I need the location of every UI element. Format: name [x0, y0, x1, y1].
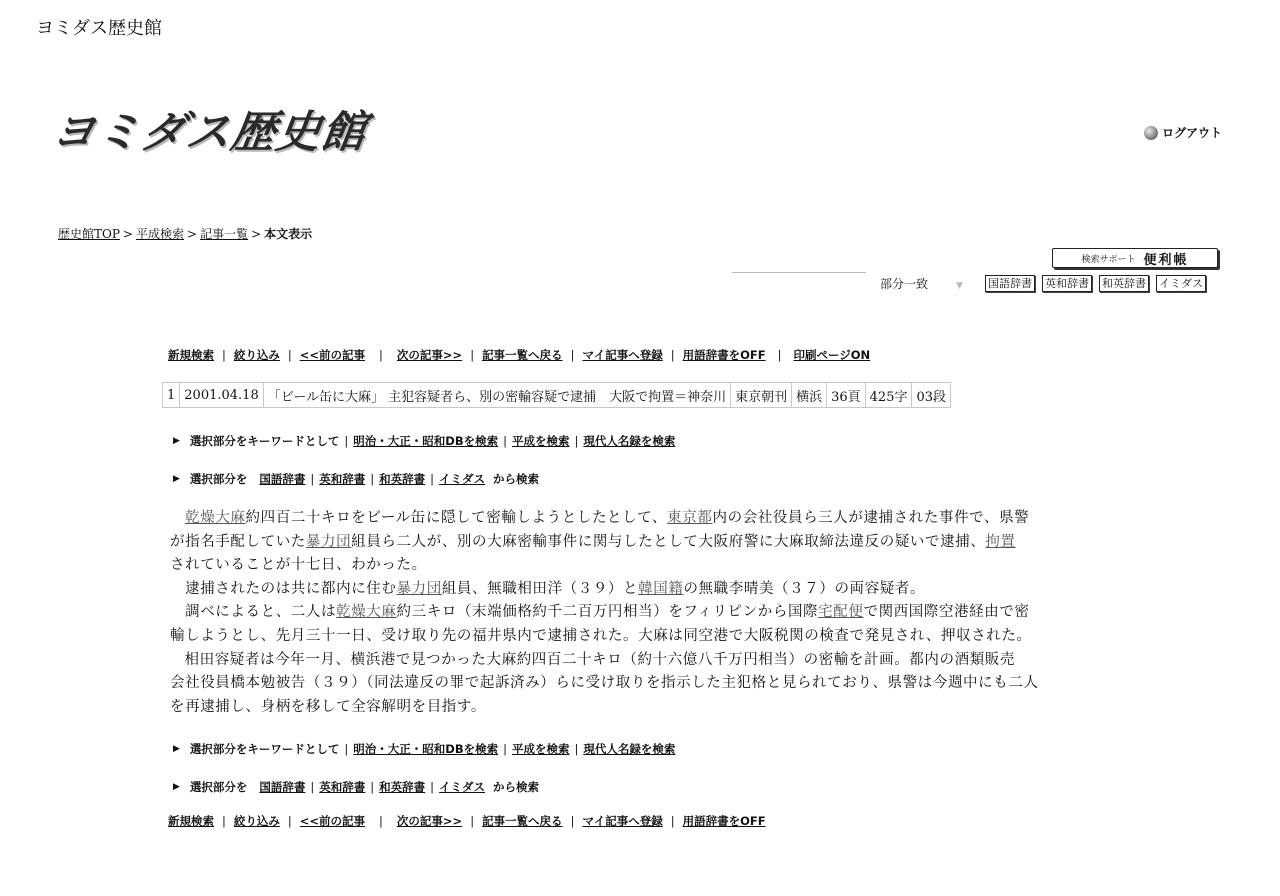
body-line: されていることが十七日、わかった。 [170, 557, 427, 574]
nav-divider: | [379, 348, 383, 362]
divider: | [503, 742, 507, 756]
glossary-term-link[interactable]: 宅配便 [818, 604, 864, 621]
divider: | [344, 742, 349, 756]
waei-dict-link[interactable]: 和英辞書 [379, 780, 426, 794]
support-big-label: 便利帳 [1143, 252, 1189, 268]
article-date: 2001.04.18 [180, 383, 263, 408]
eiwa-dict-link[interactable]: 英和辞書 [319, 780, 366, 794]
search-support-button[interactable] [1052, 248, 1218, 268]
article-columns: 03段 [912, 383, 951, 408]
logout-ball-icon [1144, 126, 1158, 140]
divider: | [503, 434, 507, 448]
dictionary-search-input[interactable] [732, 272, 866, 291]
article-edition: 東京朝刊 [731, 383, 792, 408]
body-line [170, 578, 1105, 602]
glossary-off-link[interactable]: 用語辞書をOFF [682, 348, 766, 362]
divider: | [370, 780, 375, 794]
heisei-search-link[interactable]: 平成を検索 [511, 434, 570, 448]
match-mode-select[interactable] [880, 275, 963, 292]
logout-label: ログアウト [1162, 126, 1223, 140]
table-row [163, 383, 951, 408]
divider: | [430, 780, 435, 794]
breadcrumb [58, 225, 312, 242]
nav-divider: | [470, 348, 475, 362]
body-text: で関西国際空港経由で密 [863, 604, 1030, 621]
imidas-link[interactable]: イミダス [439, 472, 486, 486]
body-text: 約三キロ（末端価格約千二百万円相当）をフィリピンから国際 [396, 604, 819, 621]
article-chars: 425字 [865, 383, 912, 408]
glossary-term-link[interactable]: 暴力団 [305, 533, 352, 550]
logout-button[interactable] [1144, 124, 1222, 141]
divider: | [310, 780, 315, 794]
glossary-term-link[interactable]: 暴力団 [396, 580, 442, 597]
match-mode-value: 部分一致 [880, 277, 929, 291]
triangle-right-icon: ▶ [173, 744, 180, 754]
keyword-search-label: 選択部分をキーワードとして [189, 434, 340, 448]
article-info-table [162, 382, 951, 408]
breadcrumb-article-list[interactable]: 記事一覧 [200, 227, 249, 241]
body-text: 約四百二十キロをビール缶に隠して密輸しようとしたとして、 [245, 510, 668, 526]
meiji-db-search-link[interactable]: 明治・大正・昭和DBを検索 [353, 434, 499, 448]
body-line [170, 601, 1105, 625]
dictionary-search-suffix: から検索 [493, 472, 540, 486]
next-article-link[interactable]: 次の記事>> [396, 348, 463, 362]
nav-divider: | [287, 348, 292, 362]
body-text: の無職李晴美（３７）の両容疑者。 [683, 580, 926, 597]
nav-divider: | [470, 814, 475, 828]
glossary-term-link[interactable]: 拘置 [985, 533, 1016, 550]
nav-divider: | [670, 814, 675, 828]
nav-divider: | [287, 814, 292, 828]
meiji-db-search-link[interactable]: 明治・大正・昭和DBを検索 [353, 742, 499, 756]
prev-article-link[interactable]: <<前の記事 [299, 814, 366, 828]
heisei-search-link[interactable]: 平成を検索 [511, 742, 570, 756]
eiwa-dict-link[interactable]: 英和辞書 [319, 472, 366, 486]
site-title: ヨミダス歴史館 [36, 18, 162, 39]
body-text: 組員、無職相田洋（３９）と [441, 580, 639, 597]
body-line [170, 531, 1105, 555]
glossary-off-link[interactable]: 用語辞書をOFF [682, 814, 766, 828]
keyword-search-label: 選択部分をキーワードとして [189, 742, 340, 756]
breadcrumb-current: 本文表示 [264, 227, 313, 241]
triangle-right-icon: ▶ [173, 436, 180, 446]
nav-divider: | [379, 814, 383, 828]
new-search-link[interactable]: 新規検索 [168, 814, 214, 828]
divider: | [574, 742, 579, 756]
narrow-down-link[interactable]: 絞り込み [233, 348, 280, 362]
body-text: 内の会社役員ら三人が逮捕された事件で、県警 [712, 510, 1030, 526]
nav-divider: | [670, 348, 675, 362]
imidas-dict-button[interactable]: イミダス [1156, 275, 1206, 292]
body-text: 逮捕されたのは共に都内に住む [185, 580, 397, 597]
divider: | [430, 472, 435, 486]
breadcrumb-separator: > [122, 227, 133, 241]
logo[interactable]: ヨミダス歴史館 [47, 107, 370, 158]
glossary-term-link[interactable]: 乾燥大麻 [185, 510, 246, 526]
article-region: 横浜 [792, 383, 827, 408]
dictionary-search-label: 選択部分を [189, 472, 248, 486]
triangle-right-icon: ▶ [173, 782, 180, 792]
waei-dict-button[interactable]: 和英辞書 [1099, 275, 1149, 292]
prev-article-link[interactable]: <<前の記事 [299, 348, 366, 362]
new-search-link[interactable]: 新規検索 [168, 348, 214, 362]
dictionary-search-label: 選択部分を [189, 780, 248, 794]
keyword-search-row-bottom [173, 741, 675, 757]
keyword-search-row [173, 433, 675, 449]
body-text: が指名手配していた [170, 533, 306, 550]
nav-divider: | [570, 348, 575, 362]
glossary-term-link[interactable]: 乾燥大麻 [336, 604, 397, 621]
breadcrumb-separator: > [187, 227, 198, 241]
divider: | [344, 434, 349, 448]
kokugo-dict-link[interactable]: 国語辞書 [259, 780, 306, 794]
waei-dict-link[interactable]: 和英辞書 [379, 472, 426, 486]
body-text: 組員ら二人が、別の大麻密輸事件に関与したとして大阪府警に大麻取締法違反の疑いで逮捕、 [351, 533, 986, 550]
body-text: 調べによると、二人は [185, 604, 337, 621]
article-number: 1 [163, 383, 180, 408]
divider: | [370, 472, 375, 486]
breadcrumb-heisei-search[interactable]: 平成検索 [135, 227, 184, 241]
next-article-link[interactable]: 次の記事>> [396, 814, 463, 828]
support-small-label: 検索サポート [1081, 254, 1136, 265]
dictionary-search-row [173, 471, 539, 487]
glossary-term-link[interactable]: 東京都 [667, 510, 713, 526]
breadcrumb-top[interactable]: 歴史館TOP [58, 227, 120, 241]
dictionary-buttons [985, 275, 1206, 292]
body-line: 輸しようとし、先月三十一日、受け取り先の福井県内で逮捕された。大麻は同空港で大阪税関の検査で発見され、押収された。 [170, 627, 1032, 644]
kokugo-dict-button[interactable]: 国語辞書 [985, 275, 1035, 292]
nav-divider: | [222, 814, 226, 828]
person-directory-search-link[interactable]: 現代人名録を検索 [583, 434, 676, 448]
dictionary-search-row-bottom [173, 779, 539, 795]
body-line: を再逮捕し、身柄を移して全容解明を目指す。 [170, 698, 486, 715]
article-nav-top [168, 347, 870, 363]
person-directory-search-link[interactable]: 現代人名録を検索 [583, 742, 676, 756]
article-body [170, 507, 1105, 719]
nav-divider: | [570, 814, 575, 828]
glossary-term-link[interactable]: 韓国籍 [638, 580, 684, 597]
article-nav-bottom [168, 813, 766, 829]
triangle-right-icon: ▶ [173, 474, 180, 484]
back-to-list-link[interactable]: 記事一覧へ戻る [482, 348, 563, 362]
article-page: 36頁 [827, 383, 866, 408]
dictionary-search-suffix: から検索 [493, 780, 540, 794]
divider: | [574, 434, 579, 448]
article-headline: 「ビール缶に大麻」 主犯容疑者ら、別の密輸容疑で逮捕 大阪で拘置＝神奈川 [263, 383, 730, 408]
kokugo-dict-link[interactable]: 国語辞書 [259, 472, 306, 486]
divider: | [310, 472, 315, 486]
body-line: 相田容疑者は今年一月、横浜港で見つかった大麻約四百二十キロ（約十六億八千万円相当）の密輸を計画。都内の酒類販売 [184, 651, 1015, 668]
nav-divider: | [222, 348, 226, 362]
breadcrumb-separator: > [251, 227, 262, 241]
imidas-link[interactable]: イミダス [439, 780, 486, 794]
back-to-list-link[interactable]: 記事一覧へ戻る [482, 814, 563, 828]
body-line [170, 507, 1105, 531]
eiwa-dict-button[interactable]: 英和辞書 [1042, 275, 1092, 292]
nav-divider: | [777, 348, 782, 362]
chevron-down-icon: ▼ [956, 281, 963, 291]
print-page-on-link[interactable]: 印刷ページON [793, 348, 871, 362]
body-line: 会社役員橋本勉被告（３９）（同法違反の罪で起訴済み）らに受け取りを指示した主犯格と見られており、県警は今週中にも二人 [170, 675, 1039, 692]
narrow-down-link[interactable]: 絞り込み [233, 814, 280, 828]
save-to-my-articles-link[interactable]: マイ記事へ登録 [582, 348, 663, 362]
save-to-my-articles-link[interactable]: マイ記事へ登録 [582, 814, 663, 828]
